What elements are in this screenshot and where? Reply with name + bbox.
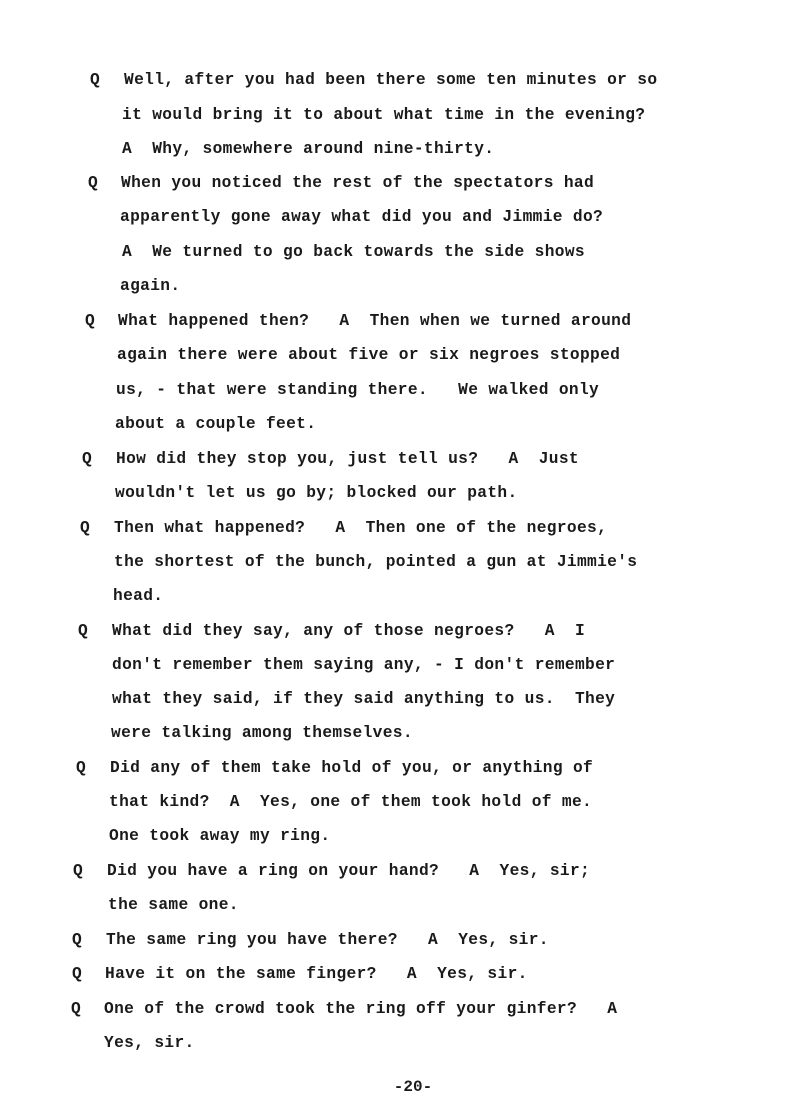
transcript-line: What happened then? A Then when we turned around	[118, 312, 632, 330]
q-marker: Q	[72, 931, 82, 949]
q-marker: Q	[71, 1000, 81, 1018]
q-marker: Q	[80, 519, 90, 537]
transcript-line: apparently gone away what did you and Jimmie do?	[120, 208, 604, 226]
q-marker: Q	[82, 450, 92, 468]
transcript-line: again there were about five or six negroes stopped	[117, 346, 621, 364]
transcript-line: The same ring you have there? A Yes, sir.	[106, 931, 549, 949]
transcript-line: don't remember them saying any, - I don't remember	[112, 656, 616, 674]
transcript-line: wouldn't let us go by; blocked our path.	[115, 484, 518, 502]
transcript-line: it would bring it to about what time in the evening?	[122, 106, 646, 124]
q-marker: Q	[85, 312, 95, 330]
transcript-line: How did they stop you, just tell us? A Just	[116, 450, 579, 468]
transcript-line: Well, after you had been there some ten minutes or so	[124, 71, 658, 89]
transcript-line: Then what happened? A Then one of the negroes,	[114, 519, 608, 537]
transcript-line: What did they say, any of those negroes? A I	[112, 622, 586, 640]
transcript-line: were talking among themselves.	[111, 724, 413, 742]
transcript-line: that kind? A Yes, one of them took hold of me.	[109, 793, 593, 811]
transcript-line: about a couple feet.	[115, 415, 317, 433]
transcript-line: A We turned to go back towards the side shows	[122, 243, 585, 261]
q-marker: Q	[73, 862, 83, 880]
q-marker: Q	[88, 174, 98, 192]
transcript-line: Did you have a ring on your hand? A Yes, sir;	[107, 862, 591, 880]
transcript-line: Yes, sir.	[104, 1034, 195, 1052]
transcript-line: us, - that were standing there. We walked only	[116, 381, 600, 399]
transcript-line: the shortest of the bunch, pointed a gun at Jimmie's	[114, 553, 638, 571]
q-marker: Q	[76, 759, 86, 777]
transcript-line: again.	[120, 277, 181, 295]
transcript-line: When you noticed the rest of the spectators had	[121, 174, 595, 192]
transcript-line: Did any of them take hold of you, or anything of	[110, 759, 594, 777]
transcript-line: One took away my ring.	[109, 827, 331, 845]
transcript-line: One of the crowd took the ring off your ginfer? A	[104, 1000, 618, 1018]
q-marker: Q	[72, 965, 82, 983]
page-number	[0, 1078, 800, 1096]
transcript-line: Have it on the same finger? A Yes, sir.	[105, 965, 528, 983]
q-marker: Q	[90, 71, 100, 89]
page-number-text: -20-	[393, 1078, 433, 1096]
transcript-line: the same one.	[108, 896, 239, 914]
transcript-line: head.	[113, 587, 164, 605]
transcript-line: A Why, somewhere around nine-thirty.	[122, 140, 495, 158]
transcript-line: what they said, if they said anything to us. They	[112, 690, 616, 708]
q-marker: Q	[78, 622, 88, 640]
